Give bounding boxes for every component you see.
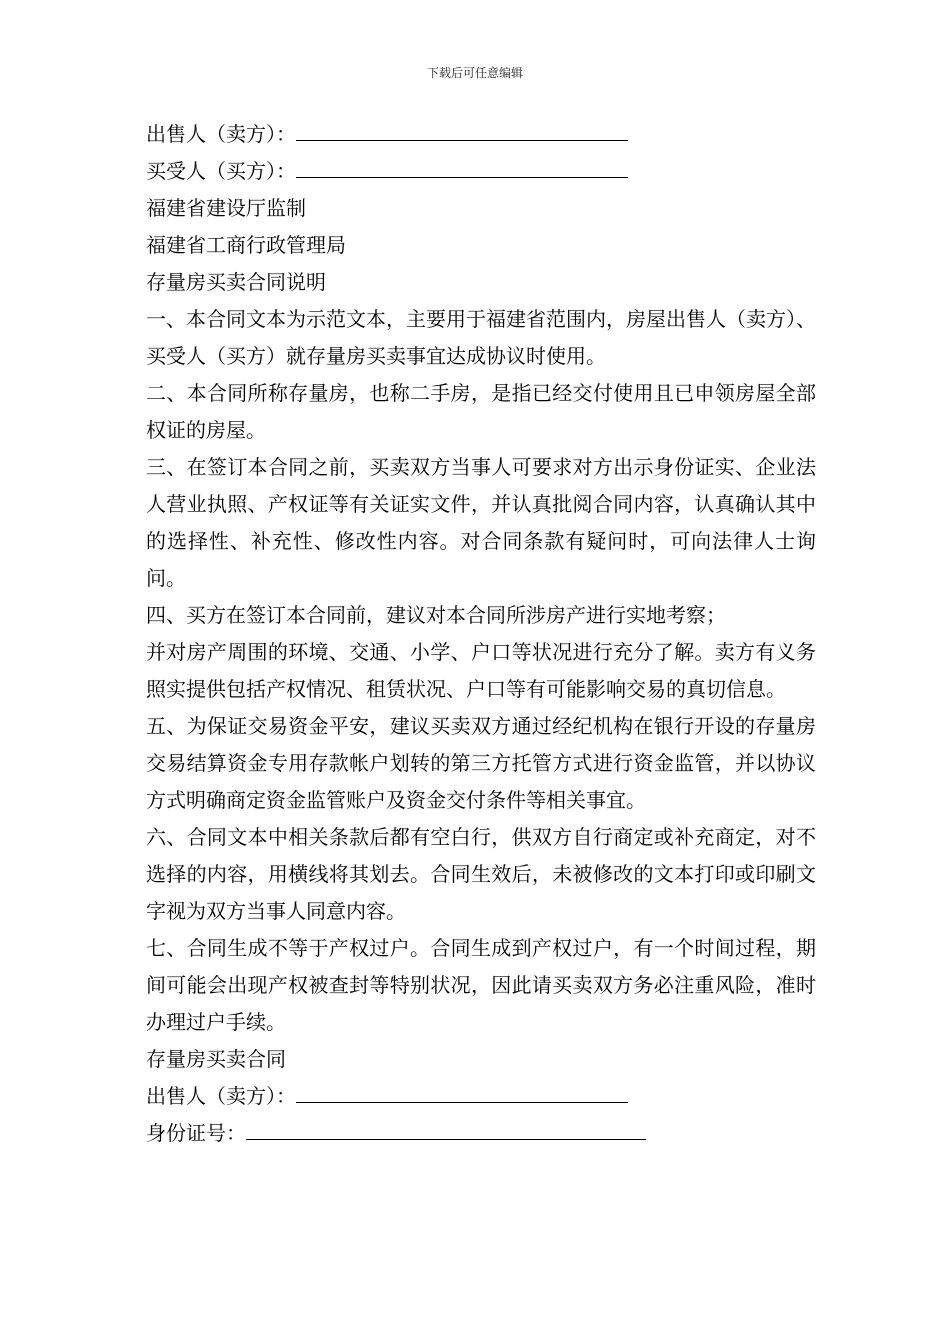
issuer-line-1: 福建省建设厅监制 (146, 196, 306, 220)
buyer-label: 买受人（买方）： (146, 159, 296, 183)
page-header-note: 下载后可任意编辑 (426, 66, 523, 80)
id-number-label: 身份证号： (146, 1121, 246, 1145)
buyer-field-line (146, 153, 816, 190)
buyer-blank-line[interactable] (296, 153, 628, 178)
issuer-line-2: 福建省工商行政管理局 (146, 233, 346, 257)
seller-blank-line[interactable] (296, 116, 628, 141)
contract-seller-field-line (146, 1078, 816, 1115)
instruction-item-4-continued: 并对房产周围的环境、交通、小学、户口等状况进行充分了解。卖方有义务照实提供包括产权情况、租赁状况、户口等有可能影响交易的真切信息。 (146, 640, 816, 701)
seller-field-line (146, 116, 816, 153)
contract-title: 存量房买卖合同 (146, 1047, 286, 1071)
instruction-item-2: 二、本合同所称存量房，也称二手房，是指已经交付使用且已申领房屋全部权证的房屋。 (146, 381, 816, 442)
instructions-title: 存量房买卖合同说明 (146, 270, 326, 294)
instruction-item-7: 七、合同生成不等于产权过户。合同生成到产权过户，有一个时间过程，期间可能会出现产权被查封等特别状况，因此请买卖双方务必注重风险，准时办理过户手续。 (146, 936, 816, 1034)
instruction-item-6: 六、合同文本中相关条款后都有空白行，供双方自行商定或补充商定，对不选择的内容，用横线将其划去。合同生效后，未被修改的文本打印或印刷文字视为双方当事人同意内容。 (146, 825, 816, 923)
instruction-item-1: 一、本合同文本为示范文本，主要用于福建省范围内，房屋出售人（卖方）、买受人（买方）就存量房买卖事宜达成协议时使用。 (146, 307, 816, 368)
contract-seller-label: 出售人（卖方）： (146, 1084, 296, 1108)
instruction-item-5: 五、为保证交易资金平安，建议买卖双方通过经纪机构在银行开设的存量房交易结算资金专用存款帐户划转的第三方托管方式进行资金监管，并以协议方式明确商定资金监管账户及资金交付条件等相关事宜。 (146, 714, 816, 812)
document-body (146, 116, 816, 1152)
seller-label: 出售人（卖方）： (146, 122, 296, 146)
instruction-item-3: 三、在签订本合同之前，买卖双方当事人可要求对方出示身份证实、企业法人营业执照、产权证等有关证实文件，并认真批阅合同内容，认真确认其中的选择性、补充性、修改性内容。对合同条款有疑问时，可向法律人士询问。 (146, 455, 816, 590)
id-number-blank-line[interactable] (246, 1115, 646, 1140)
contract-seller-blank-line[interactable] (296, 1078, 628, 1103)
id-number-field-line (146, 1115, 816, 1152)
instruction-item-4: 四、买方在签订本合同前，建议对本合同所涉房产进行实地考察； (146, 603, 726, 627)
